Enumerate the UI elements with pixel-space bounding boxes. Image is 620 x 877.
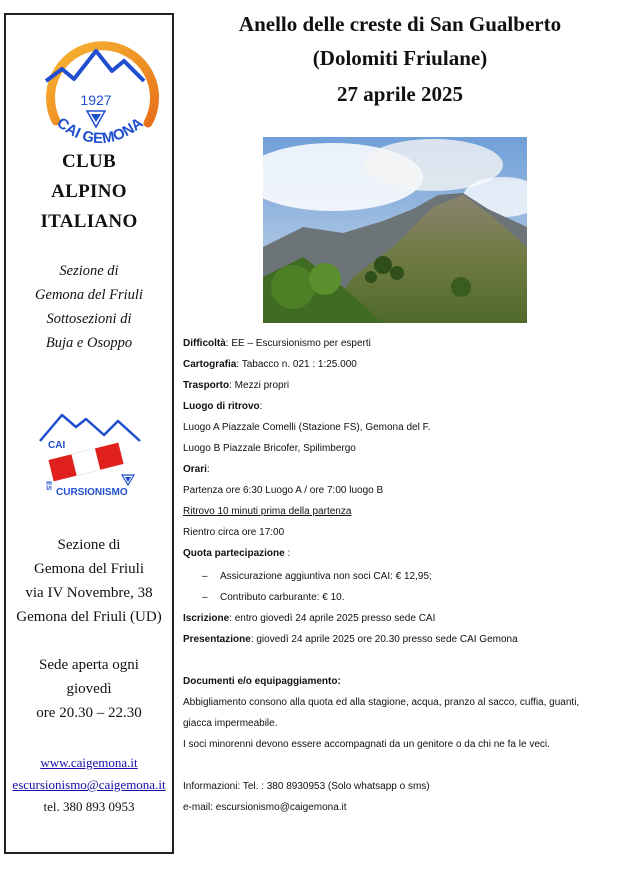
ritrovo-colon: : [259,401,263,412]
sezione-line-1: Sezione di [59,263,119,279]
minorenni-line: I soci minorenni devono essere accompagnati da un genitore o da chi ne fa le veci. [183,739,550,750]
cartografia-label: Cartografia [183,359,237,370]
ritrovo-label: Luogo di ritrovo [183,401,260,412]
difficolta-label: Difficoltà [183,338,226,349]
presentazione-label: Presentazione [183,634,251,645]
partenza-line: Partenza ore 6:30 Luogo A / ore 7:00 luogo B [183,485,384,496]
difficolta-value: : EE – Escursionismo per esperti [225,338,371,349]
trasporto-label: Trasporto [183,380,230,391]
ritrovo-b: Luogo B Piazzale Bricofer, Spilimbergo [183,443,356,454]
cai-escursionismo-logo [34,405,148,505]
abbigliamento-line-1: Abbigliamento consono alla quota ed alla stagione, acqua, pranzo al sacco, cuffia, guanti, [183,697,580,708]
dash-bullet-icon: – [202,571,208,582]
ritrovo-note: Ritrovo 10 minuti prima della partenza [183,506,352,517]
club-line-2: ALPINO [51,181,127,202]
documenti-heading [183,676,341,687]
address-line-3: via IV Novembre, 38 [25,585,153,601]
iscrizione-label: Iscrizione [183,613,230,624]
cai-gemona-logo [40,37,160,155]
orari-heading [183,464,210,475]
quota-item-2-text: Contributo carburante: € 10. [220,592,345,603]
cartografia-row [183,359,357,370]
email-line: e-mail: escursionismo@caigemona.it [183,802,347,813]
hours-line-2: giovedì [66,681,112,697]
quota-colon: : [284,548,291,559]
difficolta-row [183,338,371,349]
website-link[interactable]: www.caigemona.it [40,755,138,770]
mountain-photo [263,137,527,323]
email-link[interactable]: escursionismo@caigemona.it [12,777,166,792]
ritrovo-a: Luogo A Piazzale Comelli (Stazione FS), Gemona del F. [183,422,431,433]
iscrizione-value: : entro giovedì 24 aprile 2025 presso sede CAI [229,613,436,624]
logo-name: CAI GEMONA [53,114,147,148]
sezione-line-4: Buja e Osoppo [45,335,133,351]
logo-year: 1927 [80,92,112,108]
esc-logo-cai: CAI [48,440,66,451]
sezione-line-3: Sottosezioni di [46,311,132,327]
address-line-1: Sezione di [57,537,121,553]
quota-heading [183,548,290,559]
event-subtitle: (Dolomiti Friulane) [312,46,488,70]
cai-emblem-small-icon [122,475,134,485]
address-line-4: Gemona del Friuli (UD) [16,609,162,625]
quota-label: Quota partecipazione [183,548,285,559]
left-sidebar [4,13,174,854]
quota-item-1-text: Assicurazione aggiuntiva non soci CAI: € 12,95; [220,571,432,582]
dash-bullet-icon: – [202,592,208,603]
hours-line-3: ore 20.30 – 22.30 [36,705,142,721]
informazioni-line: Informazioni: Tel. : 380 8930953 (Solo whatsapp o sms) [183,781,430,792]
abbigliamento-line-2: giacca impermeabile. [183,718,278,729]
event-title: Anello delle creste di San Gualberto [238,12,562,36]
documenti-label: Documenti e/o equipaggiamento: [183,676,341,687]
sezione-line-2: Gemona del Friuli [35,287,143,303]
presentazione-row [183,634,518,645]
iscrizione-row [183,613,435,624]
trasporto-row [183,380,289,391]
club-line-3: ITALIANO [40,211,138,232]
orari-colon: : [206,464,210,475]
phone-number: tel. 380 893 0953 [43,799,135,814]
orari-label: Orari [183,464,207,475]
hours-line-1: Sede aperta ogni [39,657,139,673]
presentazione-value: : giovedì 24 aprile 2025 ore 20.30 presso sede CAI Gemona [250,634,518,645]
cartografia-value: : Tabacco n. 021 : 1:25.000 [236,359,357,370]
esc-logo-cursionismo: CURSIONISMO [56,487,128,498]
ritrovo-heading [183,401,262,412]
address-line-2: Gemona del Friuli [34,561,144,577]
rientro-line: Rientro circa ore 17:00 [183,527,285,538]
club-line-1: CLUB [62,151,116,172]
esc-logo-es: ES [44,481,52,491]
quota-item-1 [202,571,432,582]
cai-emblem-icon [87,111,105,127]
quota-item-2 [202,592,345,603]
trasporto-value: : Mezzi propri [229,380,290,391]
event-date: 27 aprile 2025 [337,82,463,106]
